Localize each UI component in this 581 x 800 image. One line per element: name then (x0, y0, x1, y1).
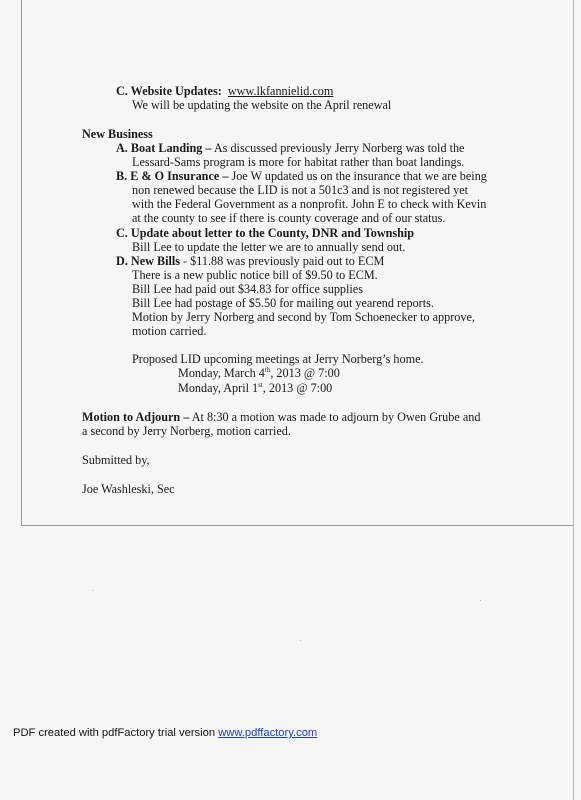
scan-speck (92, 590, 93, 591)
eo-insurance-line2: non renewed because the LID is not a 501c3 and is not registered yet (132, 183, 469, 197)
new-bills-line3: Bill Lee had paid out $34.83 for office supplies (132, 282, 363, 296)
signer-name: Joe Washleski, Sec (82, 482, 175, 496)
meeting-date-2: Monday, April 1st, 2013 @ 7:00 (178, 380, 333, 395)
new-bills-line5: Motion by Jerry Norberg and second by Tom Schoenecker to approve, (132, 310, 475, 324)
website-updates-label: C. Website Updates (116, 84, 218, 98)
boat-landing-label: A. Boat Landing – (116, 141, 212, 155)
scan-speck (480, 600, 481, 601)
website-updates-note: We will be updating the website on the April renewal (132, 98, 392, 112)
page-left-edge (21, 0, 22, 525)
footer-text: PDF created with pdfFactory trial version (13, 727, 216, 739)
eo-insurance-label: B. E & O Insurance – (116, 169, 229, 183)
eo-insurance-line3: with the Federal Government as a nonprofit. John E to check with Kevin (132, 197, 487, 211)
new-bills-label: D. New Bills (116, 254, 180, 268)
page-right-edge (573, 0, 574, 800)
new-business-heading: New Business (82, 127, 153, 141)
adjourn-line: Motion to Adjourn – At 8:30 a motion was made to adjourn by Owen Grube and (82, 410, 481, 424)
submitted-by: Submitted by, (82, 453, 150, 467)
meeting-date-1: Monday, March 4th, 2013 @ 7:00 (178, 365, 340, 380)
update-letter-heading: C. Update about letter to the County, DNR and Township (116, 226, 415, 240)
eo-insurance-line: B. E & O Insurance – Joe W updated us on the insurance that we are being (116, 169, 487, 183)
boat-landing-line: A. Boat Landing – As discussed previously Jerry Norberg was told the (116, 141, 465, 155)
new-bills-line6: motion carried. (132, 324, 207, 338)
boat-landing-line2: Lessard-Sams program is more for habitat rather than boat landings. (132, 155, 465, 169)
website-link[interactable]: www.lkfannielid.com (227, 84, 334, 98)
new-bills-line2: There is a new public notice bill of $9.50 to ECM. (132, 268, 378, 282)
website-updates-line: C. Website Updates: www.lkfannielid.com (116, 84, 334, 98)
footer-link[interactable]: www.pdffactory.com (218, 727, 318, 739)
new-bills-line4: Bill Lee had postage of $5.50 for mailing out yearend reports. (132, 296, 434, 310)
adjourn-label: Motion to Adjourn – (82, 410, 190, 424)
update-letter-line1: Bill Lee to update the letter we are to annually send out. (132, 240, 406, 254)
new-bills-line: D. New Bills - $11.88 was previously paid out to ECM (116, 254, 385, 268)
pdf-footer (13, 727, 317, 739)
page-fold-line (21, 525, 573, 526)
eo-insurance-line4: at the county to see if there is county coverage and of our status. (132, 211, 446, 225)
scan-speck (300, 640, 301, 641)
meetings-intro: Proposed LID upcoming meetings at Jerry Norberg’s home. (132, 352, 424, 366)
adjourn-line2: a second by Jerry Norberg, motion carried. (82, 424, 291, 438)
